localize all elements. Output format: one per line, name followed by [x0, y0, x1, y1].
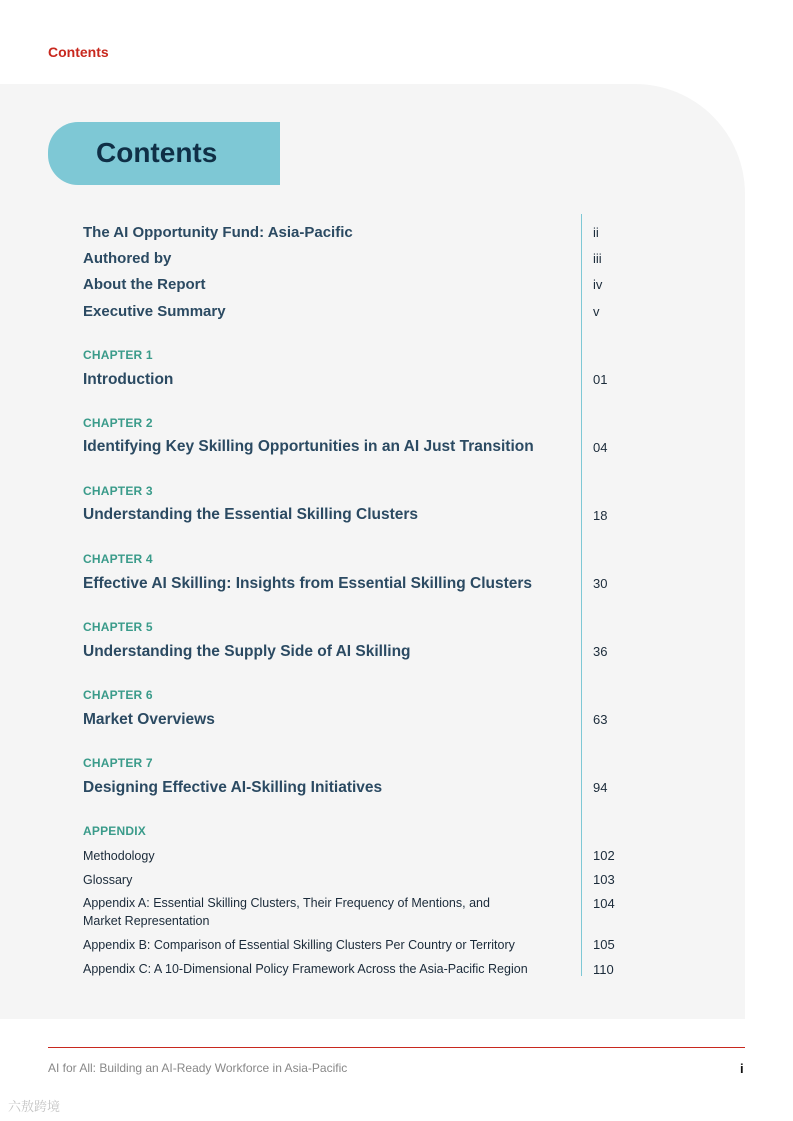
appendix-methodology[interactable]: Methodology — [83, 849, 155, 863]
page-number: i — [740, 1061, 744, 1076]
chapter-4-page: 30 — [593, 576, 608, 591]
appendix-b[interactable]: Appendix B: Comparison of Essential Skilling Clusters Per Country or Territory — [83, 938, 515, 952]
chapter-3-page: 18 — [593, 508, 608, 523]
page-column-divider — [581, 214, 582, 976]
chapter-1-label: CHAPTER 1 — [83, 348, 153, 362]
appendix-c[interactable]: Appendix C: A 10-Dimensional Policy Framework Across the Asia-Pacific Region — [83, 962, 528, 976]
footer-rule — [48, 1047, 745, 1048]
toc-page-executive-summary: v — [593, 304, 600, 319]
appendix-a-page: 104 — [593, 896, 615, 911]
toc-entry-ai-opportunity-fund[interactable]: The AI Opportunity Fund: Asia-Pacific — [83, 224, 353, 241]
chapter-7-label: CHAPTER 7 — [83, 756, 153, 770]
chapter-6-label: CHAPTER 6 — [83, 688, 153, 702]
page-title: Contents — [96, 137, 218, 168]
chapter-5-label: CHAPTER 5 — [83, 620, 153, 634]
appendix-glossary[interactable]: Glossary — [83, 873, 133, 887]
toc-page-about-report: iv — [593, 277, 603, 292]
chapter-7-page: 94 — [593, 780, 608, 795]
footer-title: AI for All: Building an AI-Ready Workforce in Asia-Pacific — [48, 1061, 348, 1075]
chapter-5-title[interactable]: Understanding the Supply Side of AI Skilling — [83, 643, 411, 660]
watermark: 六敖跨境 — [8, 1099, 61, 1114]
chapter-2-label: CHAPTER 2 — [83, 416, 153, 430]
toc-page-authored-by: iii — [593, 251, 602, 266]
appendix-methodology-page: 102 — [593, 848, 615, 863]
title-tab — [48, 122, 280, 185]
appendix-heading: APPENDIX — [83, 824, 146, 838]
running-header: Contents — [48, 44, 109, 60]
chapter-6-page: 63 — [593, 712, 608, 727]
chapter-1-page: 01 — [593, 372, 608, 387]
chapter-5-page: 36 — [593, 644, 608, 659]
chapter-4-label: CHAPTER 4 — [83, 552, 153, 566]
toc-page-ai-opportunity-fund: ii — [593, 225, 599, 240]
chapter-3-label: CHAPTER 3 — [83, 484, 153, 498]
chapter-2-title[interactable]: Identifying Key Skilling Opportunities in an AI Just Transition — [83, 438, 534, 455]
toc-entry-authored-by[interactable]: Authored by — [83, 250, 172, 267]
chapter-3-title[interactable]: Understanding the Essential Skilling Clusters — [83, 506, 419, 523]
chapter-1-title[interactable]: Introduction — [83, 371, 174, 388]
chapter-6-title[interactable]: Market Overviews — [83, 711, 215, 728]
appendix-c-page: 110 — [593, 962, 614, 977]
toc-entry-about-report[interactable]: About the Report — [83, 276, 206, 293]
chapter-2-page: 04 — [593, 440, 608, 455]
appendix-glossary-page: 103 — [593, 872, 615, 887]
chapter-7-title[interactable]: Designing Effective AI-Skilling Initiatives — [83, 779, 383, 796]
appendix-b-page: 105 — [593, 937, 615, 952]
toc-entry-executive-summary[interactable]: Executive Summary — [83, 303, 226, 320]
appendix-a[interactable]: Appendix A: Essential Skilling Clusters, Their Frequency of Mentions, and Market Representation — [83, 896, 490, 928]
chapter-4-title[interactable]: Effective AI Skilling: Insights from Essential Skilling Clusters — [83, 575, 533, 592]
